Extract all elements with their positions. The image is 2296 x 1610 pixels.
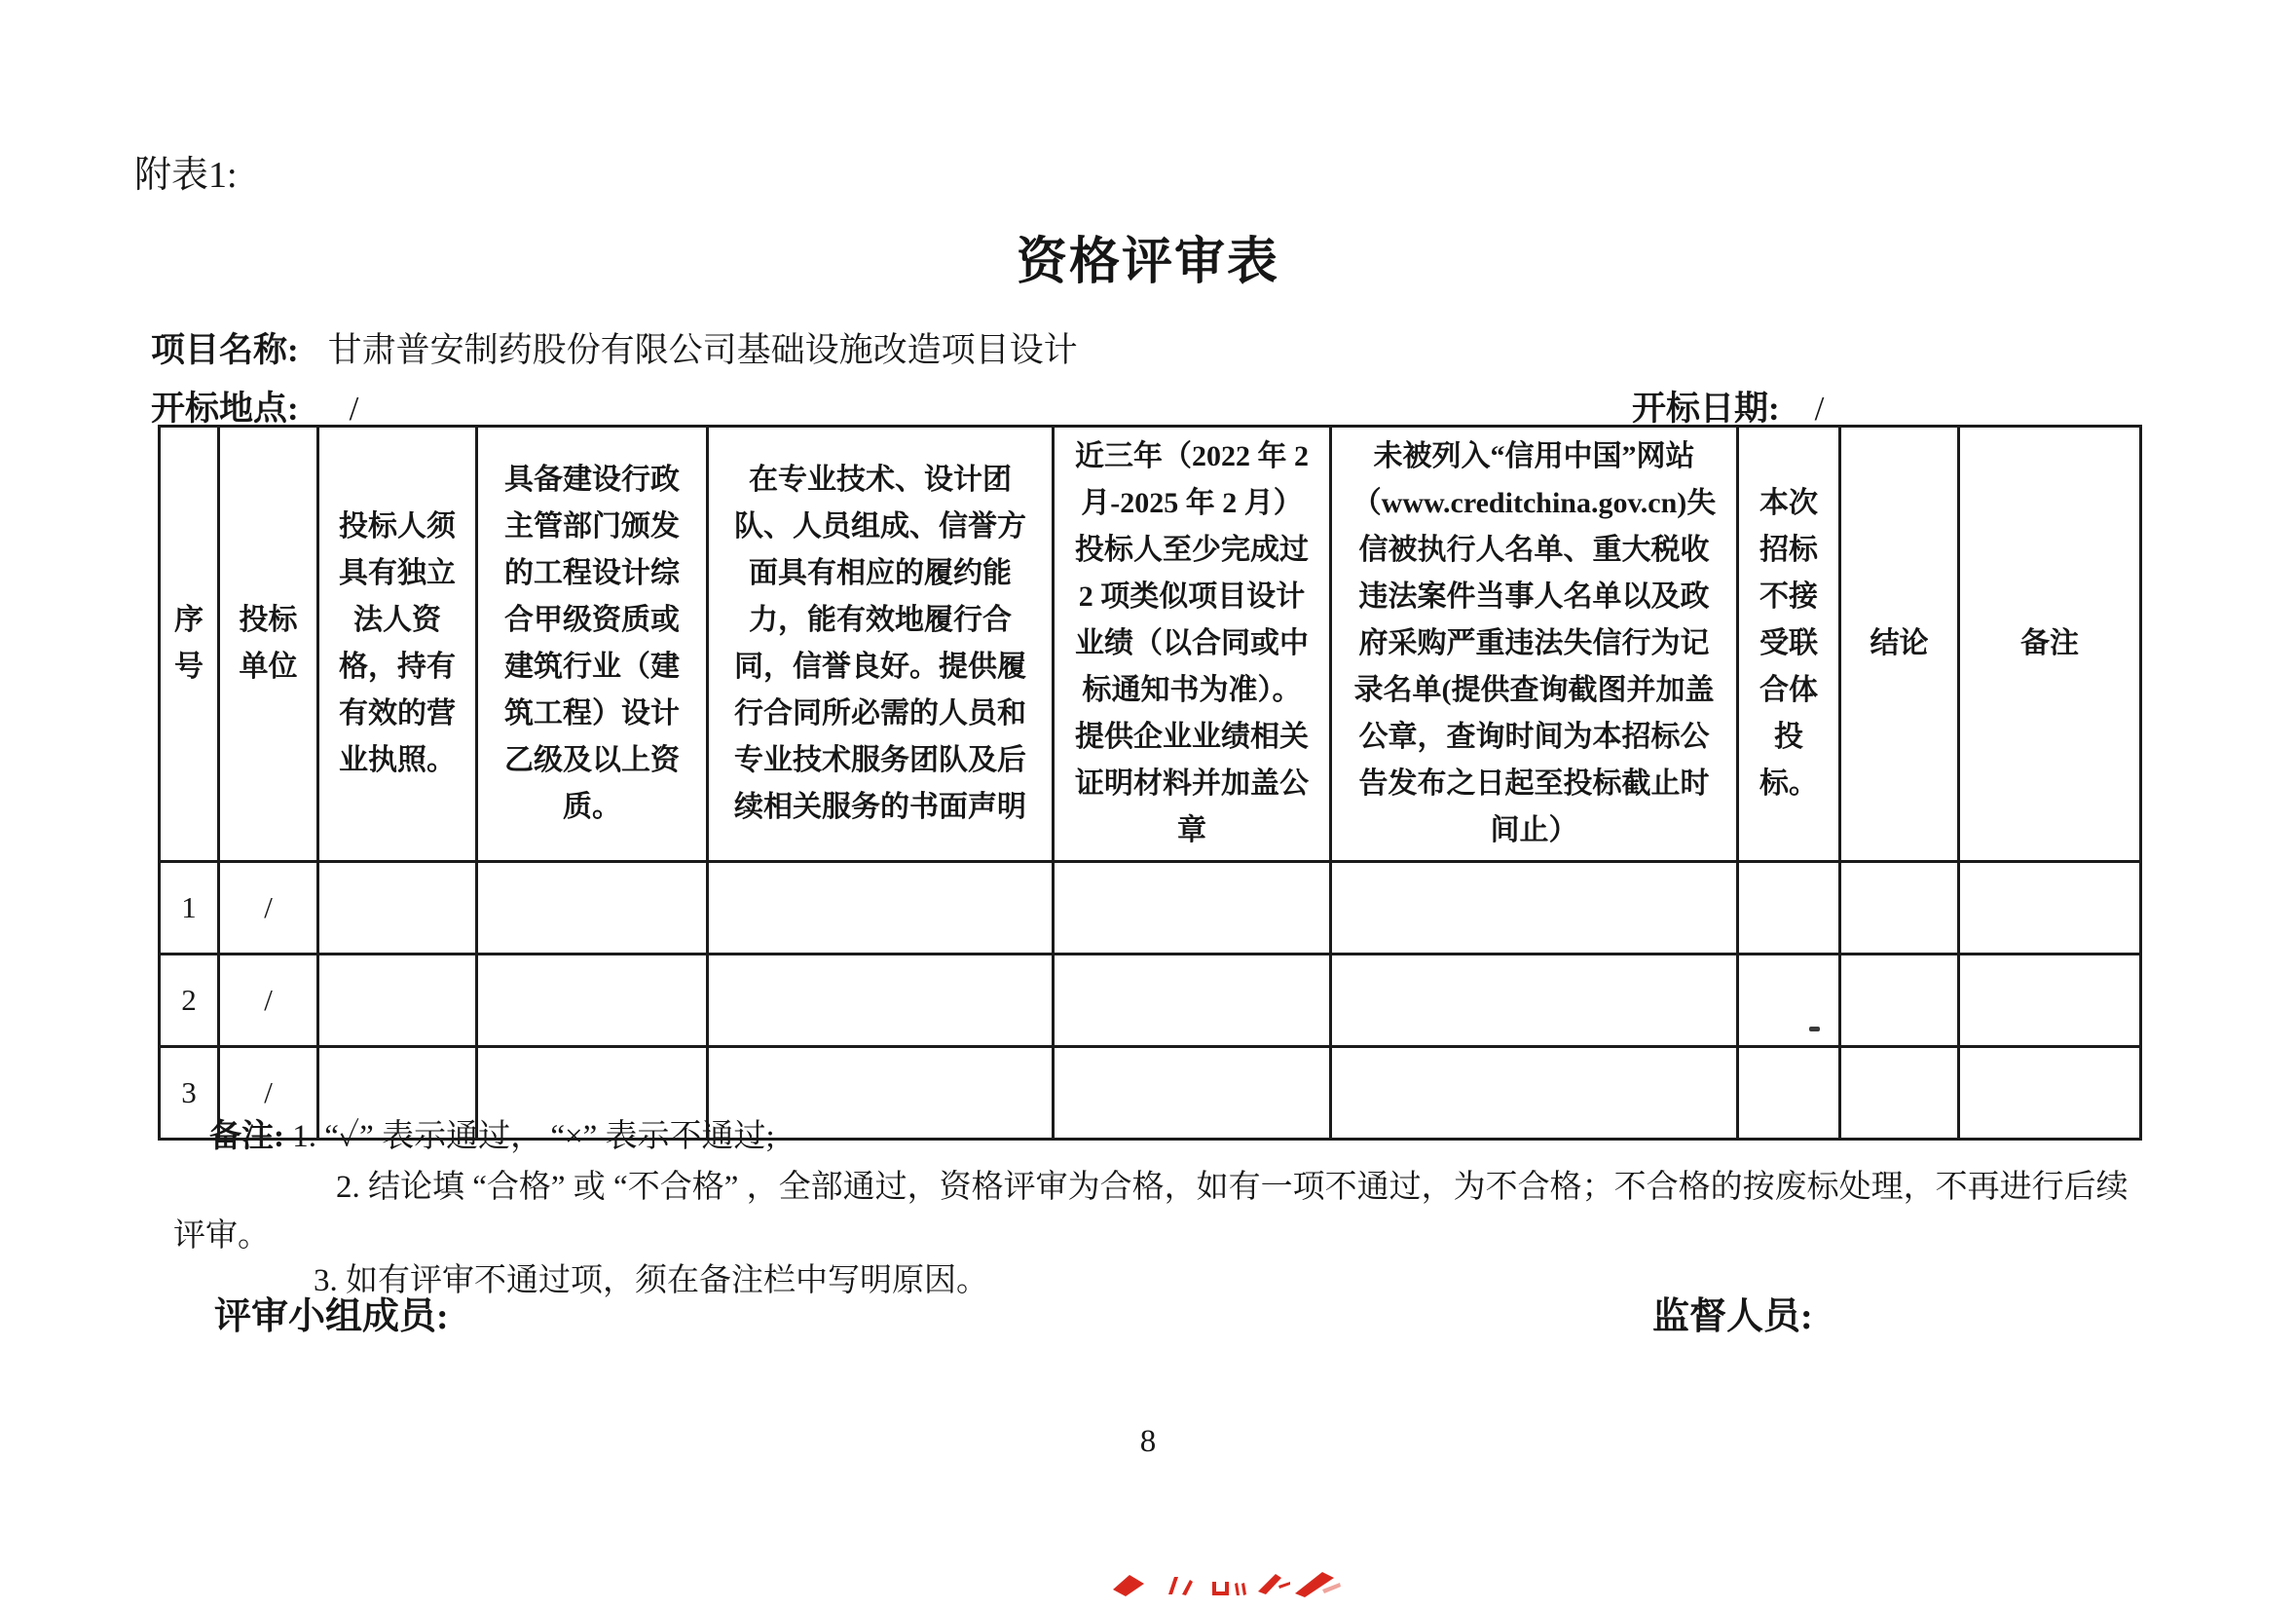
empty-cell <box>1054 955 1331 1047</box>
empty-cell <box>1738 862 1840 955</box>
page-title: 资格评审表 <box>1016 235 1279 290</box>
empty-cell <box>1054 1047 1331 1140</box>
empty-cell <box>318 862 477 955</box>
empty-cell <box>1959 862 2141 955</box>
col-header-bidder: 投标单位 <box>219 427 318 862</box>
row-index-cell: 2 <box>160 955 219 1047</box>
note-line-2-continuation: 评审。 <box>173 1218 270 1254</box>
col-header-no-consortium: 本次招标不接受联合体投标。 <box>1738 427 1840 862</box>
empty-cell <box>1331 1047 1738 1140</box>
bidder-unit-cell: / <box>219 1047 318 1140</box>
table-row <box>160 955 2141 1047</box>
empty-cell <box>1738 1047 1840 1140</box>
empty-cell <box>477 955 708 1047</box>
bidder-unit-cell: / <box>219 862 318 955</box>
bid-date-label: 开标日期: <box>1632 390 1780 428</box>
empty-cell <box>1959 1047 2141 1140</box>
red-stamp-fragments <box>1100 1562 1344 1606</box>
attachment-label: 附表1: <box>134 155 238 196</box>
notes-label: 备注: <box>209 1119 284 1154</box>
note-line-3: 3. 如有评审不通过项，须在备注栏中写明原因。 <box>314 1263 988 1298</box>
col-header-legal-qualification: 投标人须具有独立法人资格，持有有效的营业执照。 <box>318 427 477 862</box>
project-name-value: 甘肃普安制药股份有限公司基础设施改造项目设计 <box>327 331 1078 369</box>
col-header-similar-projects: 近三年（2022 年 2 月-2025 年 2 月）投标人至少完成过 2 项类似项目设计业绩（以合同或中标通知书为准）。提供企业业绩相关证明材料并加盖公章 <box>1054 427 1331 862</box>
row-index-cell: 1 <box>160 862 219 955</box>
bid-location-value: / <box>349 390 359 428</box>
empty-cell <box>1331 862 1738 955</box>
empty-cell <box>1054 862 1331 955</box>
empty-cell <box>1840 862 1959 955</box>
empty-cell <box>708 862 1054 955</box>
bid-location-line <box>151 382 358 431</box>
bid-location-label: 开标地点: <box>151 390 299 428</box>
supervisor-label: 监督人员: <box>1652 1296 1813 1337</box>
col-header-credit-china: 未被列入“信用中国”网站（www.creditchina.gov.cn)失信被执行人名单、重大税收违法案件当事人名单以及政府采购严重违法失信行为记录名单(提供查询截图并加盖公章，查询时间为本招标公告发布之日起至投标截止时间止） <box>1331 427 1738 862</box>
note-line-2: 2. 结论填 “合格” 或 “不合格” ，全部通过，资格评审为合格，如有一项不通过，为不合格；不合格的按废标处理，不再进行后续 <box>336 1170 2129 1205</box>
table-row <box>160 862 2141 955</box>
empty-cell <box>1738 955 1840 1047</box>
empty-cell <box>477 862 708 955</box>
bidder-unit-cell: / <box>219 955 318 1047</box>
qualification-review-table <box>158 425 2142 1141</box>
bid-date-value: / <box>1814 390 1825 428</box>
col-header-conclusion: 结论 <box>1840 427 1959 862</box>
col-header-index: 序号 <box>160 427 219 862</box>
project-name-line <box>151 323 1078 372</box>
row-index-cell: 3 <box>160 1047 219 1140</box>
empty-cell <box>1959 955 2141 1047</box>
col-header-design-qualification: 具备建设行政主管部门颁发的工程设计综合甲级资质或建筑行业（建筑工程）设计乙级及以上资质。 <box>477 427 708 862</box>
table-header-row <box>160 427 2141 862</box>
empty-cell <box>1840 1047 1959 1140</box>
project-name-label: 项目名称: <box>151 331 299 369</box>
scan-speck <box>1809 1027 1820 1031</box>
col-header-performance-capability: 在专业技术、设计团队、人员组成、信誉方面具有相应的履约能力，能有效地履行合同，信誉良好。提供履行合同所必需的人员和专业技术服务团队及后续相关服务的书面声明 <box>708 427 1054 862</box>
col-header-remarks: 备注 <box>1959 427 2141 862</box>
note-1-text: 1. “✓” 表示通过， “×” 表示不通过; <box>292 1119 775 1154</box>
empty-cell <box>1840 955 1959 1047</box>
review-team-label: 评审小组成员: <box>214 1296 449 1337</box>
note-line-1 <box>209 1110 775 1156</box>
empty-cell <box>318 955 477 1047</box>
page-number: 8 <box>1139 1424 1157 1459</box>
empty-cell <box>1331 955 1738 1047</box>
bid-date-line <box>1632 382 1824 431</box>
empty-cell <box>708 955 1054 1047</box>
